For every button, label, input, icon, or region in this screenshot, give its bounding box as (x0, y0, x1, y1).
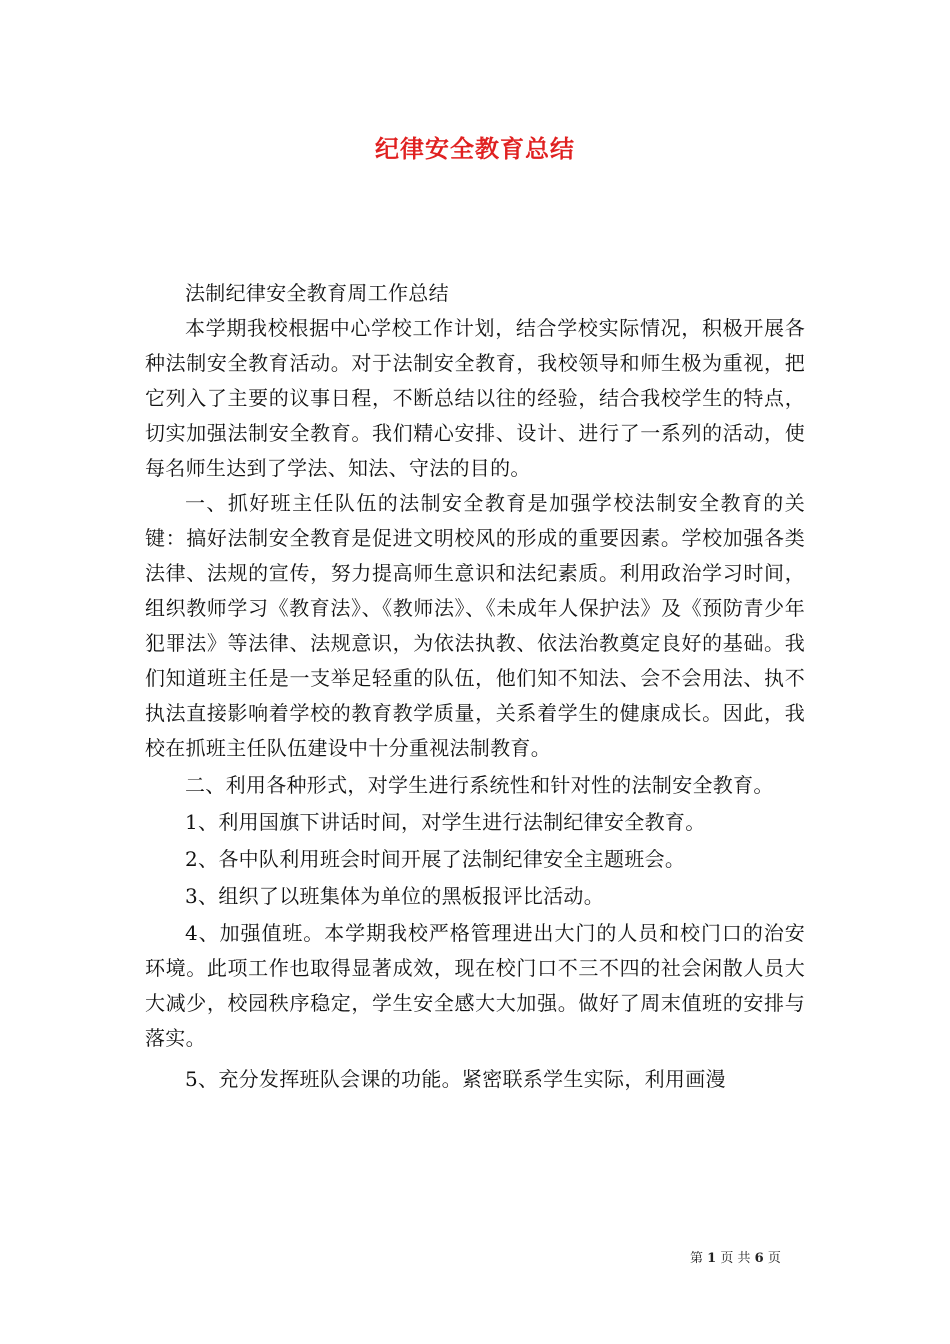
footer-prefix: 第 (690, 1251, 704, 1266)
paragraph-subtitle: 法制纪律安全教育周工作总结 (185, 281, 449, 305)
footer-suffix: 页 (767, 1251, 781, 1266)
paragraph-item-3: 3、组织了以班集体为单位的黑板报评比活动。 (185, 884, 605, 908)
paragraph-item-2: 2、各中队利用班会时间开展了法制纪律安全主题班会。 (185, 847, 686, 871)
page-footer (690, 1250, 810, 1268)
footer-current-page: 1 (707, 1251, 717, 1266)
paragraph-intro: 本学期我校根据中心学校工作计划，结合学校实际情况，积极开展各种法制安全教育活动。对于法制安全教育，我校领导和师生极为重视，把它列入了主要的议事日程，不断总结以往的经验，结合我校学生的特点，切实加强法制安全教育。我们精心安排、设计、进行了一系列的活动，使每名师生达到了学法、知法、守法的目的。 (145, 316, 805, 480)
paragraph-section-1: 一、抓好班主任队伍的法制安全教育是加强学校法制安全教育的关键：搞好法制安全教育是促进文明校风的形成的重要因素。学校加强各类法律、法规的宣传，努力提高师生意识和法纪素质。利用政治学习时间，组织教师学习《教育法》、《教师法》、《未成年人保护法》及《预防青少年犯罪法》等法律、法规意识，为依法执教、依法治教奠定良好的基础。我们知道班主任是一支举足轻重的队伍，他们知不知法、会不会用法、执不执法直接影响着学校的教育教学质量，关系着学生的健康成长。因此，我校在抓班主任队伍建设中十分重视法制教育。 (145, 491, 805, 760)
paragraph-item-4: 4、加强值班。本学期我校严格管理进出大门的人员和校门口的治安环境。此项工作也取得显著成效，现在校门口不三不四的社会闲散人员大大减少，校园秩序稳定，学生安全感大大加强。做好了周末值班的安排与落实。 (145, 921, 805, 1050)
footer-middle: 页 共 (720, 1251, 751, 1266)
paragraph-item-1: 1、利用国旗下讲话时间，对学生进行法制纪律安全教育。 (185, 810, 706, 834)
paragraph-item-5: 5、充分发挥班队会课的功能。紧密联系学生实际，利用画漫 (185, 1067, 726, 1091)
footer-total-pages: 6 (754, 1251, 764, 1266)
document-body (145, 276, 805, 1097)
paragraph-section-2: 二、利用各种形式，对学生进行系统性和针对性的法制安全教育。 (185, 773, 774, 797)
document-title: 纪律安全教育总结 (375, 134, 575, 163)
